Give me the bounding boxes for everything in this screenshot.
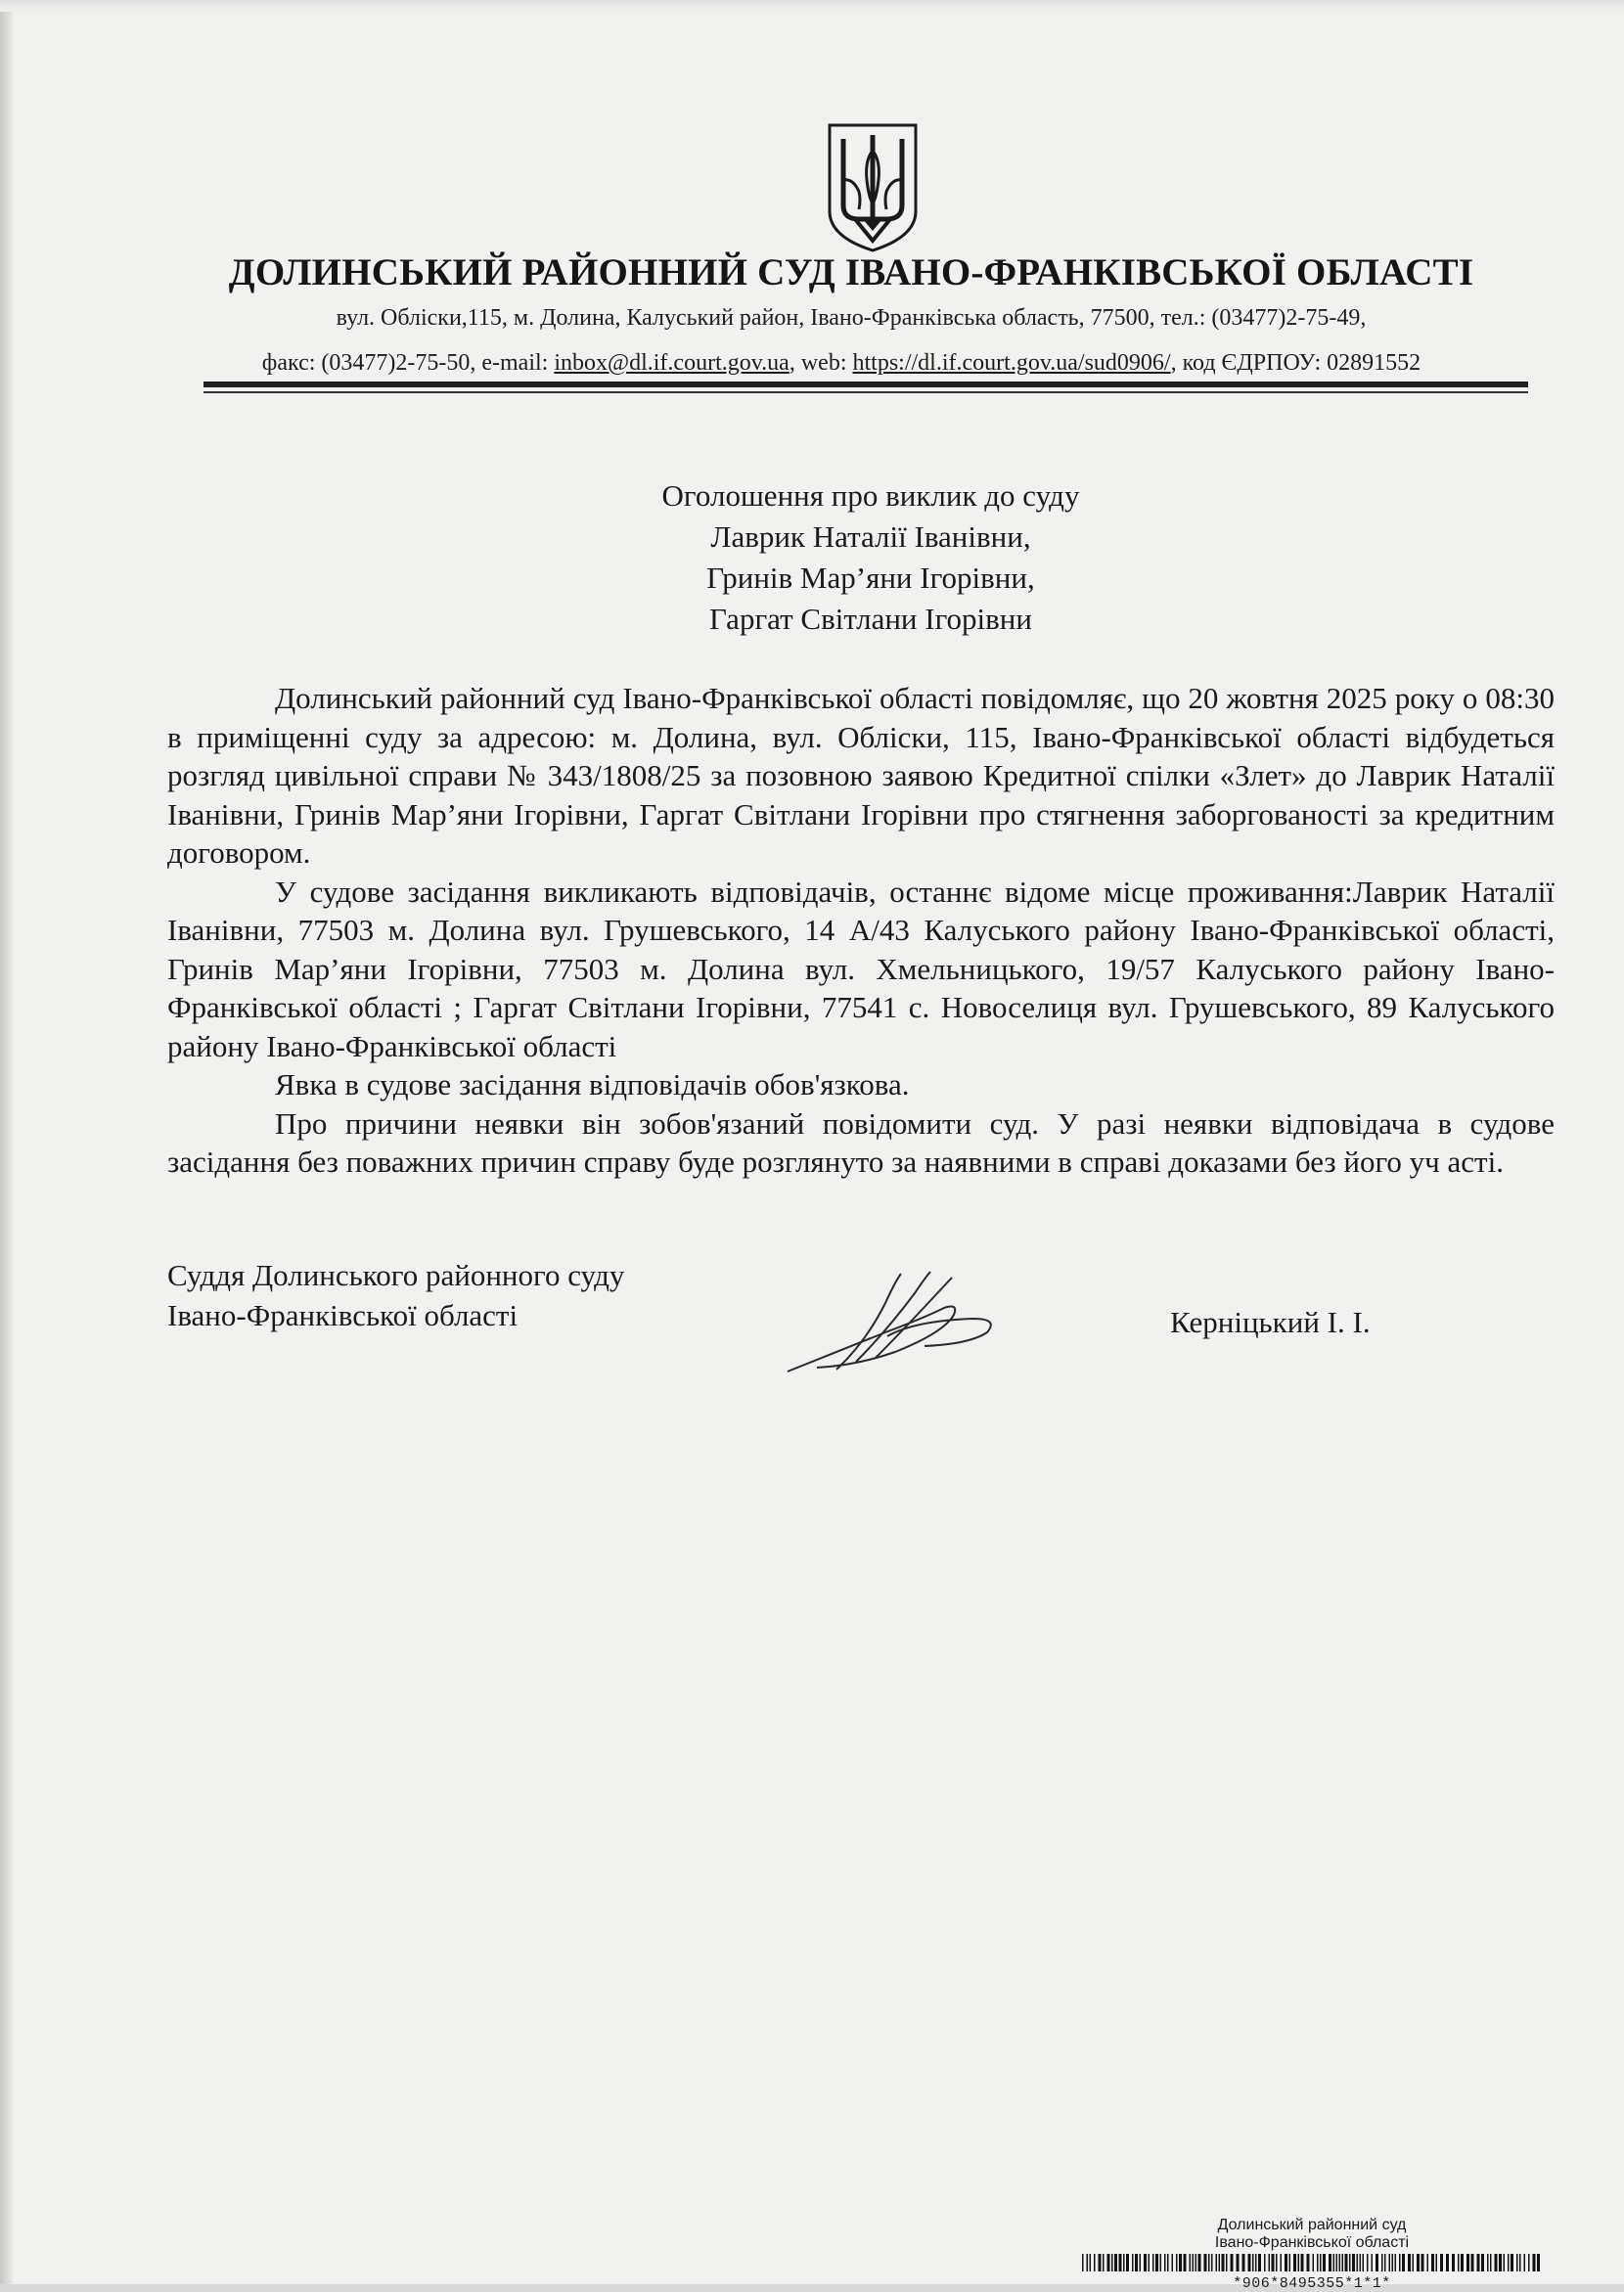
barcode-bar xyxy=(1198,2254,1201,2271)
barcode-bar xyxy=(1219,2254,1221,2271)
barcode-bar xyxy=(1226,2254,1228,2271)
barcode-bar xyxy=(1329,2254,1331,2271)
stamp-region: Івано-Франківської області xyxy=(1214,2234,1410,2251)
fax-text: факс: (03477)2-75-50, e-mail: xyxy=(261,350,555,376)
barcode-bar xyxy=(1179,2254,1182,2271)
barcode-bar xyxy=(1242,2254,1245,2271)
coat-of-arms-icon xyxy=(826,121,920,254)
email-link[interactable]: inbox@dl.if.court.gov.ua xyxy=(554,350,789,376)
barcode-bar xyxy=(1402,2254,1405,2271)
barcode-bar xyxy=(1417,2254,1420,2271)
barcode-bar xyxy=(1211,2254,1213,2271)
barcode-bar xyxy=(1413,2254,1415,2271)
barcode-bar xyxy=(1471,2254,1474,2271)
barcode-bar xyxy=(1376,2254,1378,2271)
barcode-bar xyxy=(1248,2254,1251,2271)
barcode-bar xyxy=(1231,2254,1234,2271)
barcode-bar xyxy=(1155,2254,1158,2271)
person-name: Гаргат Світлани Ігорівни xyxy=(709,602,1032,636)
barcode-bar xyxy=(1144,2254,1147,2271)
paragraph-attendance: Явка в судове засідання відповідачів обов'язкова. xyxy=(275,1067,910,1101)
barcode-bar xyxy=(1323,2254,1326,2271)
barcode-bar xyxy=(1395,2254,1397,2271)
header-divider xyxy=(203,382,1528,387)
barcode-bar xyxy=(1508,2254,1510,2271)
barcode-bar xyxy=(1172,2254,1174,2271)
barcode-bar xyxy=(1336,2254,1338,2271)
barcode-bar xyxy=(1399,2254,1401,2271)
barcode-bar xyxy=(1123,2254,1125,2271)
barcode-bar xyxy=(1392,2254,1394,2271)
barcode-bar xyxy=(1087,2254,1089,2271)
barcode-bar xyxy=(1537,2254,1540,2271)
paragraph-consequences: Про причини неявки він зобов'язаний повідомити суд. У разі неявки відповідача в судове засідання без поважних причин справу буде розглянуто за наявними в справі доказами без його уч асті. xyxy=(167,1105,1555,1179)
barcode-bar xyxy=(1293,2254,1296,2271)
barcode-number: *906*8495355*1*1* xyxy=(1233,2275,1391,2292)
barcode-bar xyxy=(1440,2254,1443,2271)
barcode-bar xyxy=(1285,2254,1287,2271)
stamp-court-name: Долинський районний суд xyxy=(1217,2217,1407,2233)
court-title: ДОЛИНСЬКИЙ РАЙОННИЙ СУД ІВАНО-ФРАНКІВСЬКОЇ ОБЛАСТІ xyxy=(228,251,1474,293)
barcode-bar xyxy=(1103,2254,1105,2271)
barcode-bar xyxy=(1298,2254,1300,2271)
scan-edge xyxy=(0,0,14,2284)
barcode-bar xyxy=(1408,2254,1411,2271)
barcode-bar xyxy=(1345,2254,1348,2271)
court-address: вул. Обліски,115, м. Долина, Калуський район, Івано-Франківська область, 77500, тел.: (03477)2-75-49, xyxy=(336,305,1367,331)
barcode-bar xyxy=(1272,2254,1275,2271)
barcode-bar xyxy=(1533,2254,1536,2271)
barcode-bar xyxy=(1114,2254,1117,2271)
barcode-bar xyxy=(1427,2254,1429,2271)
barcode-bar xyxy=(1466,2254,1469,2271)
barcode-bar xyxy=(1524,2254,1526,2271)
barcode-bar xyxy=(1193,2254,1195,2271)
barcode-bar xyxy=(1204,2254,1207,2271)
barcode-bar xyxy=(1176,2254,1178,2271)
court-contacts xyxy=(166,350,1516,377)
barcode-bar xyxy=(1258,2254,1261,2271)
barcode-bar xyxy=(1360,2254,1362,2271)
judge-position-line1: Суддя Долинського районного суду xyxy=(167,1258,625,1292)
web-link[interactable]: https://dl.if.court.gov.ua/sud0906/ xyxy=(852,350,1171,376)
barcode-bar xyxy=(1384,2254,1386,2271)
judge-name: Керніцький І. І. xyxy=(1170,1305,1371,1339)
announcement-body xyxy=(167,679,1555,1182)
barcode-bar xyxy=(1519,2254,1521,2271)
barcode-bar xyxy=(1431,2254,1434,2271)
web-label: , web: xyxy=(789,350,853,376)
barcode-bar xyxy=(1495,2254,1498,2271)
barcode-bar xyxy=(1264,2254,1266,2271)
barcode-bar xyxy=(1339,2254,1341,2271)
announcement-title: Оголошення про виклик до суду xyxy=(661,478,1080,513)
paragraph-defendants: У судове засідання викликають відповідачів, останнє відоме місце проживання:Лаврик Наталії Іванівни, 77503 м. Долина вул. Грушевського, 14 А/43 Калуського району Івано-Франківської області, Гринів Мар’яни Ігорівни, 77503 м. Долина вул. Хмельницького, 19/57 Калуського району Івано-Франківської області ; Гаргат Світлани Ігорівни, 77541 с. Новоселиця вул. Грушевського, 89 Калуського району Івано-Франківської області xyxy=(167,874,1555,1063)
barcode-bar xyxy=(1135,2254,1138,2271)
barcode-bar xyxy=(1099,2254,1102,2271)
person-name: Гринів Мар’яни Ігорівни, xyxy=(706,561,1035,595)
barcode-bar xyxy=(1452,2254,1455,2271)
barcode-icon xyxy=(1082,2254,1542,2271)
barcode-bar xyxy=(1094,2254,1096,2271)
barcode-bar xyxy=(1461,2254,1464,2271)
barcode-bar xyxy=(1276,2254,1278,2271)
barcode-bar xyxy=(1421,2254,1424,2271)
barcode-bar xyxy=(1333,2254,1335,2271)
announcement-heading xyxy=(470,475,1272,640)
edrpou-text: , код ЄДРПОУ: 02891552 xyxy=(1170,350,1421,376)
barcode-bar xyxy=(1481,2254,1484,2271)
barcode-bar xyxy=(1458,2254,1460,2271)
barcode-bar xyxy=(1184,2254,1187,2271)
barcode-bar xyxy=(1317,2254,1319,2271)
scan-shadow xyxy=(0,0,1624,12)
barcode-bar xyxy=(1504,2254,1506,2271)
barcode-bar xyxy=(1119,2254,1122,2271)
barcode-bar xyxy=(1152,2254,1154,2271)
barcode-bar xyxy=(1132,2254,1134,2271)
barcode-bar xyxy=(1216,2254,1218,2271)
barcode-bar xyxy=(1252,2254,1254,2271)
barcode-bar xyxy=(1516,2254,1518,2271)
barcode-bar xyxy=(1082,2254,1084,2271)
person-name: Лаврик Наталії Іванівни, xyxy=(710,519,1031,554)
barcode-bar xyxy=(1528,2254,1530,2271)
barcode-bar xyxy=(1487,2254,1489,2271)
barcode-bar xyxy=(1381,2254,1383,2271)
barcode-bar xyxy=(1446,2254,1449,2271)
barcode-bar xyxy=(1160,2254,1162,2271)
handwritten-signature-icon xyxy=(778,1264,1013,1381)
header-divider-thin xyxy=(203,391,1528,393)
barcode-bar xyxy=(1349,2254,1351,2271)
barcode-bar xyxy=(1490,2254,1492,2271)
judge-position xyxy=(167,1255,624,1335)
barcode-bar xyxy=(1389,2254,1391,2271)
barcode-bar xyxy=(1237,2254,1240,2271)
barcode-bar xyxy=(1477,2254,1480,2271)
barcode-bar xyxy=(1436,2254,1438,2271)
barcode-bar xyxy=(1140,2254,1142,2271)
barcode-bar xyxy=(1164,2254,1166,2271)
barcode-bar xyxy=(1352,2254,1355,2271)
barcode-bar xyxy=(1367,2254,1369,2271)
barcode-bar xyxy=(1372,2254,1374,2271)
barcode-bar xyxy=(1363,2254,1365,2271)
registration-stamp xyxy=(1082,2217,1542,2292)
paragraph-hearing: Долинський районний суд Івано-Франківської області повідомляє, що 20 жовтня 2025 року о 08:30 в приміщенні суду за адресою: м. Долина, вул. Обліски, 115, Івано-Франківської області відбудеться розгляд цивільної справи № 343/1808/25 за позовною заявою Кредитної спілки «Злет» до Лаврик Наталії Іванівни, Гринів Мар’яни Ігорівни, Гаргат Світлани Ігорівни про стягнення заборгованості за кредитним договором. xyxy=(167,681,1555,870)
barcode-bar xyxy=(1320,2254,1322,2271)
barcode-bar xyxy=(1090,2254,1092,2271)
barcode-bar xyxy=(1289,2254,1291,2271)
barcode-bar xyxy=(1195,2254,1197,2271)
barcode-bar xyxy=(1149,2254,1150,2271)
barcode-bar xyxy=(1511,2254,1513,2271)
barcode-bar xyxy=(1167,2254,1169,2271)
barcode-bar xyxy=(1255,2254,1257,2271)
barcode-bar xyxy=(1342,2254,1344,2271)
barcode-bar xyxy=(1126,2254,1129,2271)
barcode-bar xyxy=(1269,2254,1271,2271)
barcode-bar xyxy=(1313,2254,1315,2271)
barcode-bar xyxy=(1222,2254,1225,2271)
barcode-bar xyxy=(1107,2254,1110,2271)
barcode-bar xyxy=(1111,2254,1113,2271)
judge-position-line2: Івано-Франківської області xyxy=(167,1298,519,1332)
barcode-bar xyxy=(1281,2254,1283,2271)
barcode-bar xyxy=(1301,2254,1304,2271)
barcode-bar xyxy=(1208,2254,1210,2271)
barcode-bar xyxy=(1190,2254,1192,2271)
barcode-bar xyxy=(1307,2254,1310,2271)
barcode-bar xyxy=(1357,2254,1359,2271)
barcode-bar xyxy=(1499,2254,1502,2271)
